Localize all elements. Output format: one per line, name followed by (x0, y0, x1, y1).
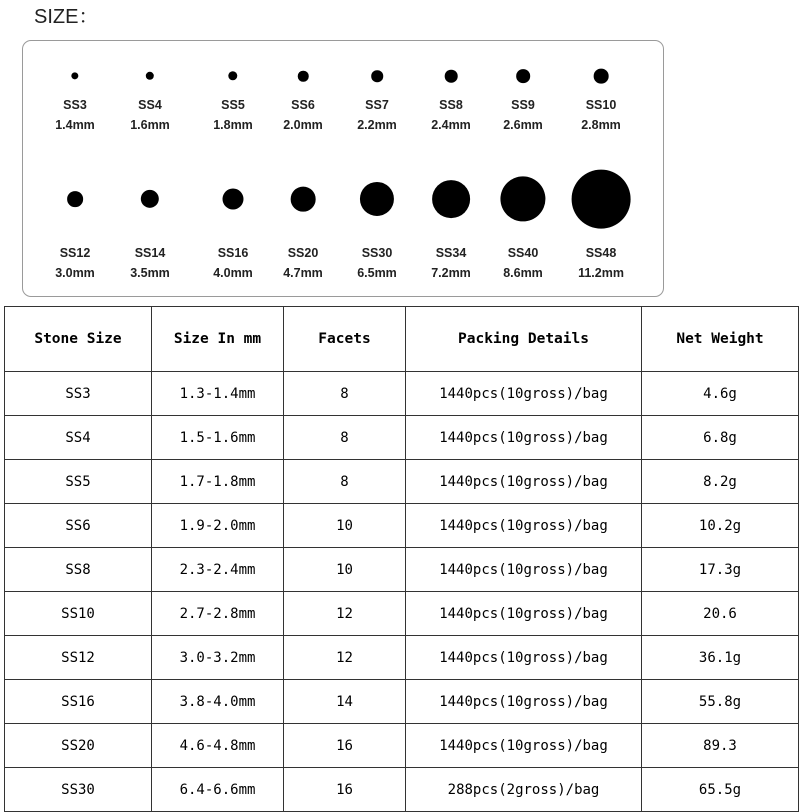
table-cell: SS20 (5, 724, 152, 768)
table-cell: 14 (284, 680, 406, 724)
table-cell: 10 (284, 548, 406, 592)
stone-mm-label: 3.0mm (55, 266, 95, 280)
stone-code-label: SS20 (287, 246, 319, 260)
table-cell: 4.6g (642, 372, 799, 416)
stone-dot (223, 189, 244, 210)
stone-code-label: SS16 (217, 246, 249, 260)
stone-code-label: SS8 (439, 98, 463, 112)
stone-dot (516, 69, 530, 83)
stone-code-label: SS40 (507, 246, 539, 260)
stone-mm-label: 1.8mm (213, 118, 253, 132)
table-cell: 89.3 (642, 724, 799, 768)
size-chart-card (22, 40, 664, 297)
stone-code-label: SS9 (511, 98, 535, 112)
stone-code-label: SS30 (361, 246, 393, 260)
column-header: Size In mm (152, 307, 284, 372)
table-cell: 2.3-2.4mm (152, 548, 284, 592)
table-cell: 16 (284, 768, 406, 812)
table-row (5, 768, 799, 812)
stone-mm-label: 2.4mm (431, 118, 471, 132)
table-cell: 16 (284, 724, 406, 768)
table-cell: SS5 (5, 460, 152, 504)
size-title: SIZE： (34, 6, 99, 28)
table-row (5, 680, 799, 724)
stone-mm-label: 2.2mm (357, 118, 397, 132)
column-header: Facets (284, 307, 406, 372)
table-cell: SS4 (5, 416, 152, 460)
table-cell: SS6 (5, 504, 152, 548)
table-cell: 1.5-1.6mm (152, 416, 284, 460)
stone-dot (371, 70, 383, 82)
table-cell: SS30 (5, 768, 152, 812)
stone-dot (432, 180, 470, 218)
stone-code-label: SS48 (585, 246, 617, 260)
stone-mm-label: 4.0mm (213, 266, 253, 280)
stone-code-label: SS12 (59, 246, 91, 260)
stone-dot (360, 182, 394, 216)
table-header-row (5, 307, 799, 372)
stone-mm-label: 4.7mm (283, 266, 323, 280)
column-header: Net Weight (642, 307, 799, 372)
table-row (5, 504, 799, 548)
stone-code-label: SS6 (291, 98, 315, 112)
table-cell: 3.8-4.0mm (152, 680, 284, 724)
stone-dot (500, 176, 545, 221)
table-row (5, 636, 799, 680)
stone-code-label: SS4 (138, 98, 162, 112)
stone-code-label: SS7 (365, 98, 389, 112)
table-cell: 288pcs(2gross)/bag (406, 768, 642, 812)
stone-mm-label: 2.6mm (503, 118, 543, 132)
stone-dot (594, 69, 609, 84)
stone-mm-label: 6.5mm (357, 266, 397, 280)
table-cell: 1440pcs(10gross)/bag (406, 504, 642, 548)
stone-dot (291, 187, 316, 212)
stone-mm-label: 8.6mm (503, 266, 543, 280)
table-row (5, 416, 799, 460)
table-cell: 65.5g (642, 768, 799, 812)
table-cell: 55.8g (642, 680, 799, 724)
stone-mm-label: 2.0mm (283, 118, 323, 132)
table-cell: 8.2g (642, 460, 799, 504)
stone-mm-label: 11.2mm (578, 266, 624, 280)
table-body (5, 372, 799, 812)
stone-code-label: SS34 (435, 246, 467, 260)
stone-mm-label: 7.2mm (431, 266, 471, 280)
stone-mm-label: 3.5mm (130, 266, 170, 280)
table-cell: 10 (284, 504, 406, 548)
stone-code-label: SS5 (221, 98, 245, 112)
stone-code-label: SS10 (585, 98, 617, 112)
table-cell: 8 (284, 416, 406, 460)
table-cell: 1440pcs(10gross)/bag (406, 460, 642, 504)
stone-mm-label: 2.8mm (581, 118, 621, 132)
table-cell: SS10 (5, 592, 152, 636)
table-cell: 4.6-4.8mm (152, 724, 284, 768)
table-cell: SS3 (5, 372, 152, 416)
stone-dot (445, 70, 458, 83)
table-cell: 1440pcs(10gross)/bag (406, 416, 642, 460)
table-cell: 12 (284, 636, 406, 680)
table-cell: 1.7-1.8mm (152, 460, 284, 504)
table-cell: 10.2g (642, 504, 799, 548)
table-cell: 1.9-2.0mm (152, 504, 284, 548)
table-cell: 17.3g (642, 548, 799, 592)
stone-code-label: SS14 (134, 246, 166, 260)
table-cell: 2.7-2.8mm (152, 592, 284, 636)
stone-dot (146, 72, 154, 80)
stone-code-label: SS3 (63, 98, 87, 112)
table-cell: 1440pcs(10gross)/bag (406, 636, 642, 680)
table-row (5, 724, 799, 768)
stone-dot (572, 170, 631, 229)
stone-dot (141, 190, 159, 208)
table-cell: 1440pcs(10gross)/bag (406, 592, 642, 636)
table-cell: 36.1g (642, 636, 799, 680)
table-row (5, 460, 799, 504)
table-cell: 1440pcs(10gross)/bag (406, 680, 642, 724)
table-cell: SS16 (5, 680, 152, 724)
table-cell: 8 (284, 372, 406, 416)
stone-dot (67, 191, 83, 207)
table-cell: SS8 (5, 548, 152, 592)
table-cell: 1440pcs(10gross)/bag (406, 372, 642, 416)
stone-dot (298, 71, 309, 82)
table-cell: SS12 (5, 636, 152, 680)
table-row (5, 548, 799, 592)
table-cell: 6.8g (642, 416, 799, 460)
table-cell: 1.3-1.4mm (152, 372, 284, 416)
stone-mm-label: 1.4mm (55, 118, 95, 132)
stone-dot (71, 72, 78, 79)
spec-table (4, 306, 799, 812)
column-header: Stone Size (5, 307, 152, 372)
stone-mm-label: 1.6mm (130, 118, 170, 132)
table-cell: 8 (284, 460, 406, 504)
table-cell: 1440pcs(10gross)/bag (406, 724, 642, 768)
table-row (5, 372, 799, 416)
table-cell: 6.4-6.6mm (152, 768, 284, 812)
table-row (5, 592, 799, 636)
stone-dot (228, 71, 237, 80)
table-cell: 12 (284, 592, 406, 636)
column-header: Packing Details (406, 307, 642, 372)
table-cell: 20.6 (642, 592, 799, 636)
table-cell: 3.0-3.2mm (152, 636, 284, 680)
table-cell: 1440pcs(10gross)/bag (406, 548, 642, 592)
